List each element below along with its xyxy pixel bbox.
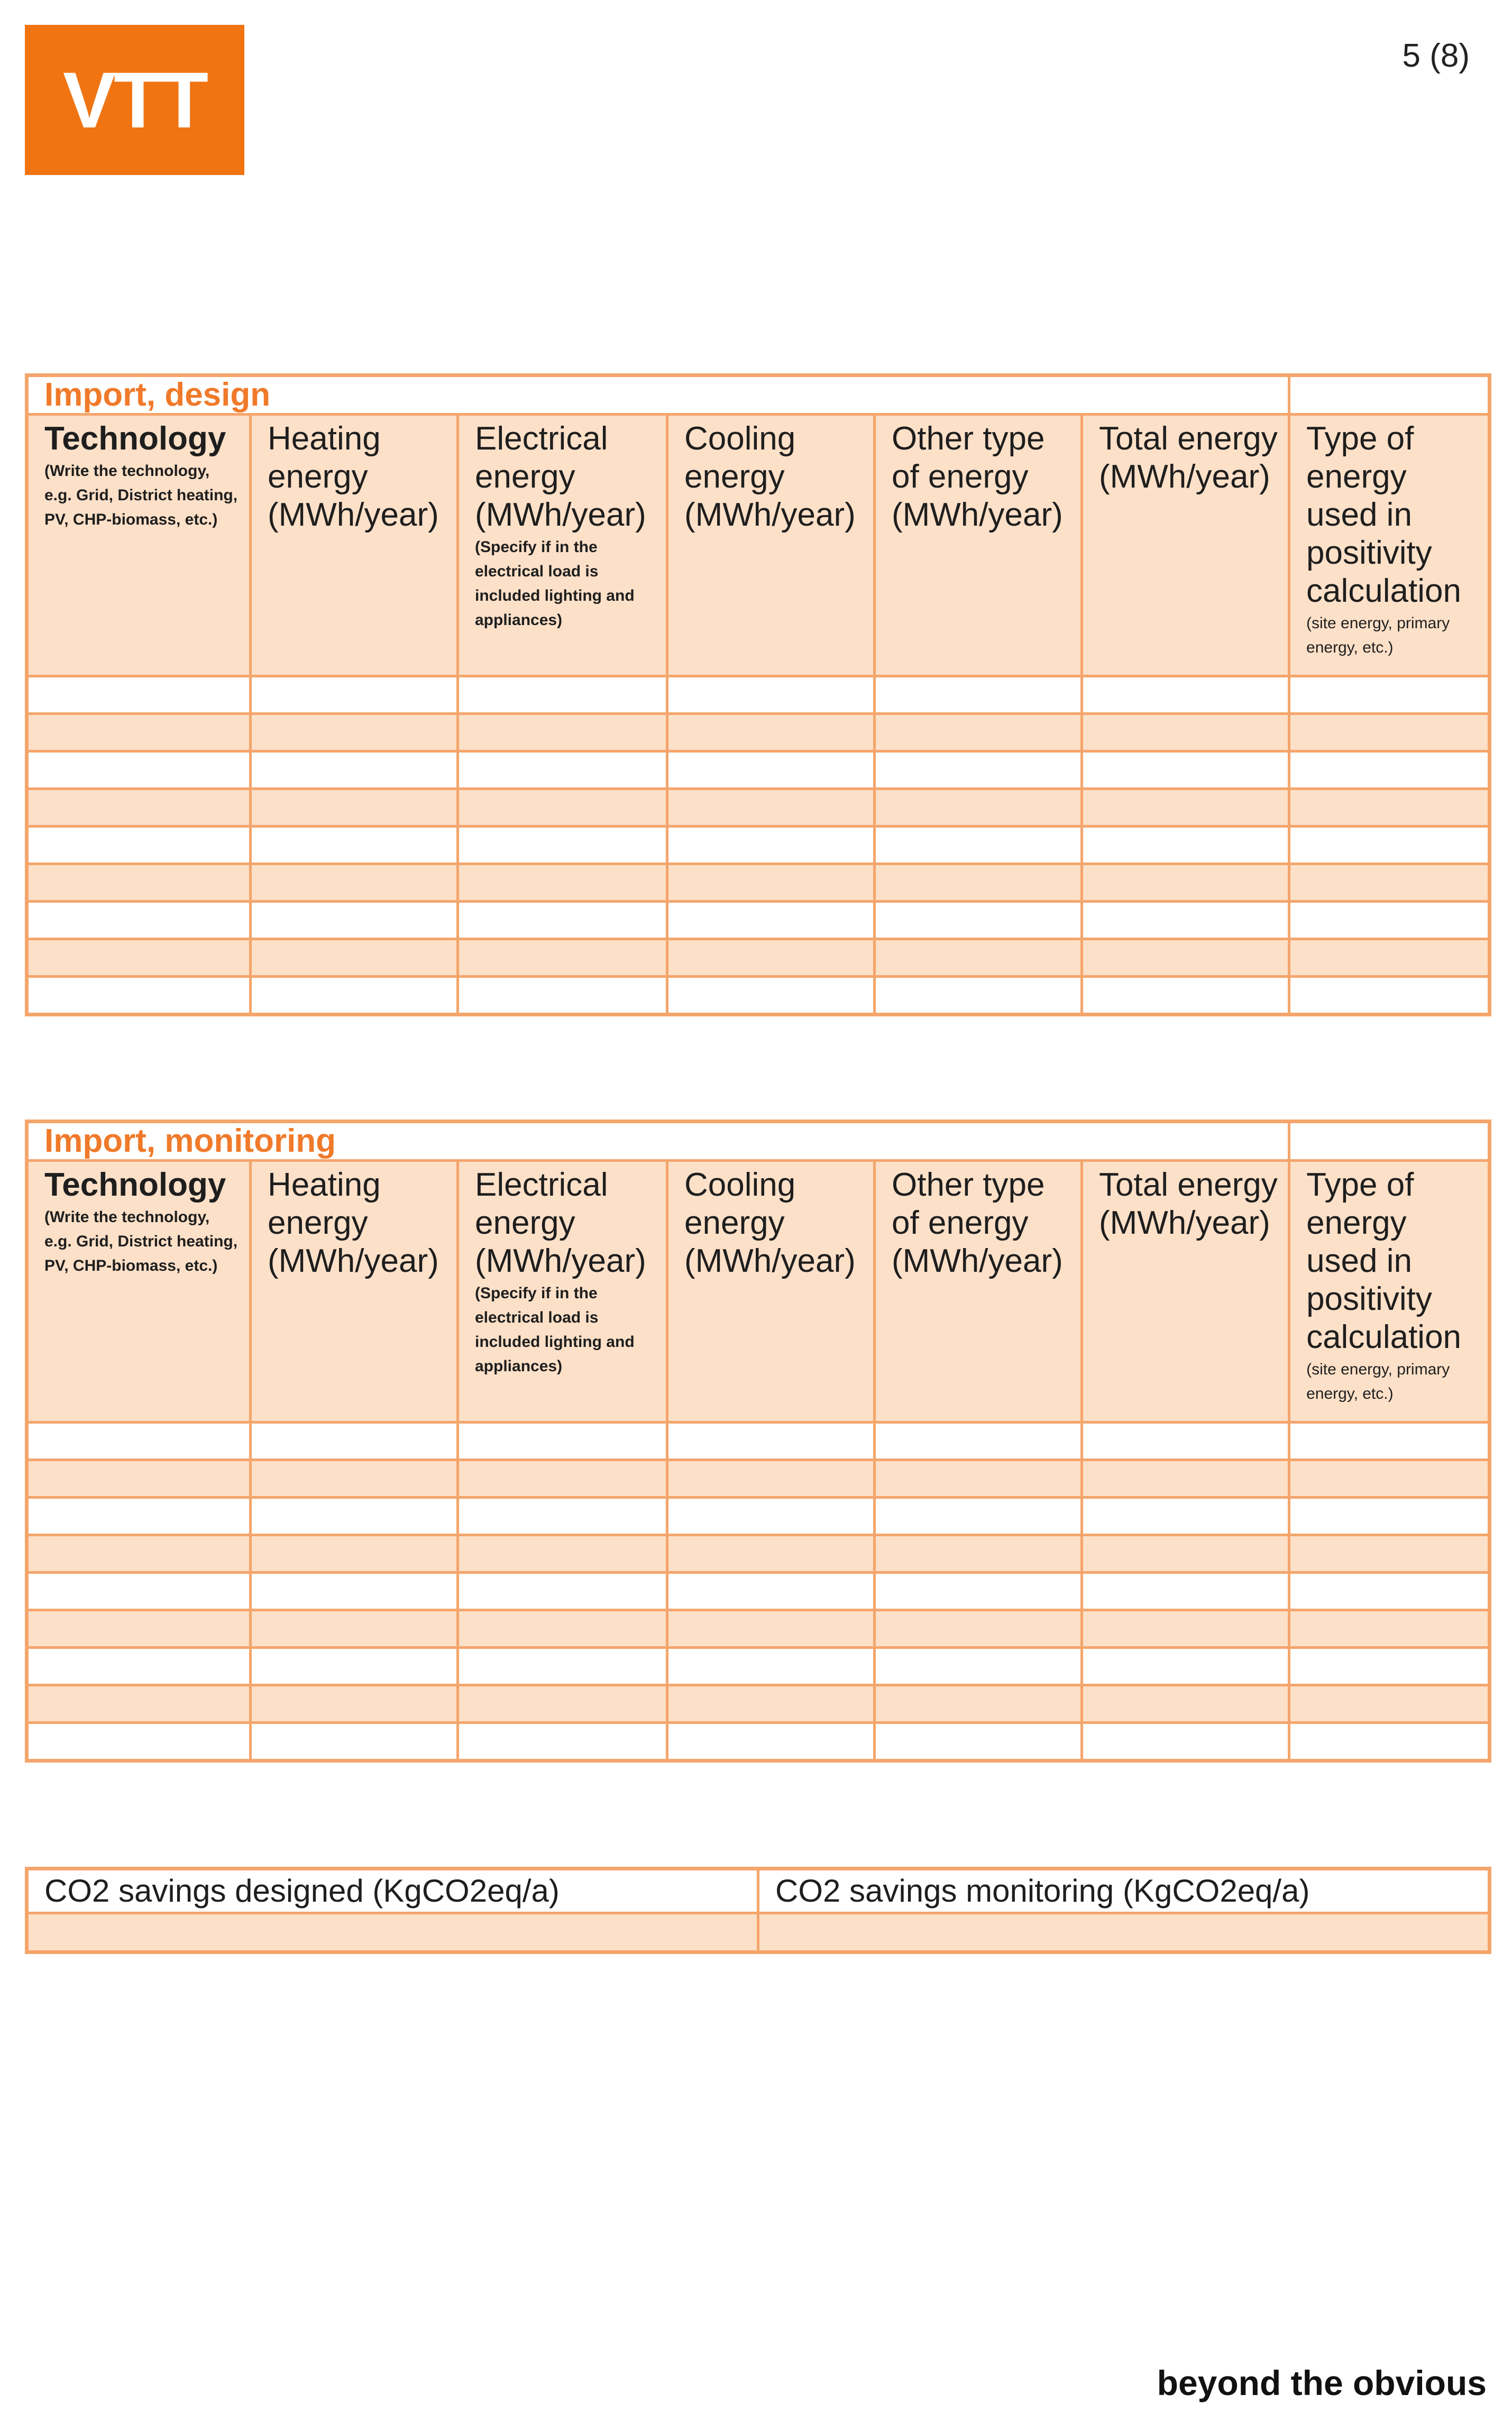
table-row bbox=[27, 1498, 1490, 1535]
header-technology bbox=[27, 1161, 251, 1423]
header-electrical-label: Electrical energy (MWh/year) bbox=[475, 1167, 646, 1279]
table-row bbox=[27, 676, 1490, 714]
table-cell[interactable] bbox=[27, 1423, 251, 1460]
table-cell[interactable] bbox=[875, 902, 1082, 939]
header-type-note: (site energy, primary energy, etc.) bbox=[1306, 614, 1450, 656]
co2-savings-table bbox=[25, 1867, 1491, 1954]
section-title-cell bbox=[27, 375, 1289, 415]
table-cell[interactable] bbox=[27, 864, 251, 902]
table-cell[interactable] bbox=[1082, 1423, 1289, 1460]
section-title: Import, monitoring bbox=[44, 1123, 336, 1159]
table-cell[interactable] bbox=[458, 939, 667, 977]
table-cell[interactable] bbox=[667, 1535, 875, 1573]
table-cell[interactable] bbox=[1289, 1423, 1490, 1460]
co2-monitoring-header bbox=[758, 1869, 1490, 1913]
table-cell[interactable] bbox=[667, 1648, 875, 1685]
table-cell[interactable] bbox=[875, 1460, 1082, 1498]
table-cell[interactable] bbox=[27, 1535, 251, 1573]
table-cell[interactable] bbox=[875, 1535, 1082, 1573]
table-cell[interactable] bbox=[458, 1648, 667, 1685]
table-cell[interactable] bbox=[1289, 789, 1490, 827]
table-cell[interactable] bbox=[875, 1573, 1082, 1610]
table-cell[interactable] bbox=[1289, 1535, 1490, 1573]
header-heating-label: Heating energy (MWh/year) bbox=[268, 1167, 439, 1279]
table-cell[interactable] bbox=[875, 1498, 1082, 1535]
table-row bbox=[27, 1573, 1490, 1610]
table-cell[interactable] bbox=[667, 789, 875, 827]
table-cell[interactable] bbox=[251, 1460, 458, 1498]
table-cell[interactable] bbox=[251, 1423, 458, 1460]
table-cell[interactable] bbox=[875, 827, 1082, 864]
table-cell[interactable] bbox=[667, 1685, 875, 1723]
table-cell[interactable] bbox=[27, 1648, 251, 1685]
table-cell[interactable] bbox=[667, 714, 875, 751]
table-cell[interactable] bbox=[1289, 1648, 1490, 1685]
section-title: Import, design bbox=[44, 377, 271, 413]
header-other-label: Other type of energy (MWh/year) bbox=[892, 420, 1063, 533]
table-row bbox=[27, 939, 1490, 977]
table-cell[interactable] bbox=[27, 1685, 251, 1723]
table-cell[interactable] bbox=[27, 1610, 251, 1648]
table-cell[interactable] bbox=[1289, 939, 1490, 977]
table-cell[interactable] bbox=[875, 977, 1082, 1015]
table-cell[interactable] bbox=[1289, 827, 1490, 864]
table-cell[interactable] bbox=[875, 939, 1082, 977]
table-cell[interactable] bbox=[667, 1610, 875, 1648]
table-cell[interactable] bbox=[458, 1535, 667, 1573]
table-cell[interactable] bbox=[27, 977, 251, 1015]
logo-text: VTT bbox=[62, 55, 207, 144]
header-electrical bbox=[458, 1161, 667, 1423]
header-row bbox=[27, 1161, 1490, 1423]
table-cell[interactable] bbox=[1289, 751, 1490, 789]
table-cell[interactable] bbox=[251, 1535, 458, 1573]
header-electrical bbox=[458, 415, 667, 676]
table-cell[interactable] bbox=[458, 1423, 667, 1460]
table-cell[interactable] bbox=[1082, 1723, 1289, 1761]
table-cell[interactable] bbox=[1082, 827, 1289, 864]
table-cell[interactable] bbox=[1289, 676, 1490, 714]
table-cell[interactable] bbox=[667, 939, 875, 977]
table-cell[interactable] bbox=[875, 789, 1082, 827]
table-cell[interactable] bbox=[458, 789, 667, 827]
table-cell[interactable] bbox=[1289, 977, 1490, 1015]
table-cell[interactable] bbox=[667, 751, 875, 789]
table-cell[interactable] bbox=[27, 1460, 251, 1498]
header-other-label: Other type of energy (MWh/year) bbox=[892, 1167, 1063, 1279]
table-cell[interactable] bbox=[1082, 1648, 1289, 1685]
table-cell[interactable] bbox=[458, 751, 667, 789]
table-cell[interactable] bbox=[27, 827, 251, 864]
header-technology-note: (Write the technology, e.g. Grid, District heating, PV, CHP-biomass, etc.) bbox=[44, 1208, 238, 1274]
table-cell[interactable] bbox=[458, 902, 667, 939]
table-cell[interactable] bbox=[667, 1460, 875, 1498]
table-cell[interactable] bbox=[251, 939, 458, 977]
table-row bbox=[27, 1423, 1490, 1460]
table-cell[interactable] bbox=[875, 676, 1082, 714]
table-cell[interactable] bbox=[251, 714, 458, 751]
table-cell[interactable] bbox=[875, 864, 1082, 902]
table-cell[interactable] bbox=[27, 1723, 251, 1761]
header-total bbox=[1082, 1161, 1289, 1423]
table-cell[interactable] bbox=[458, 1610, 667, 1648]
table-cell[interactable] bbox=[27, 789, 251, 827]
co2-designed-input[interactable] bbox=[27, 1913, 758, 1952]
table-cell[interactable] bbox=[251, 1573, 458, 1610]
header-type bbox=[1289, 1161, 1490, 1423]
table-cell[interactable] bbox=[667, 902, 875, 939]
table-cell[interactable] bbox=[667, 977, 875, 1015]
vtt-logo bbox=[25, 25, 244, 175]
table-row bbox=[27, 751, 1490, 789]
table-cell[interactable] bbox=[27, 1498, 251, 1535]
table-cell[interactable] bbox=[1289, 1685, 1490, 1723]
table-cell[interactable] bbox=[1289, 902, 1490, 939]
table-cell[interactable] bbox=[1082, 939, 1289, 977]
section-title-cell bbox=[27, 1122, 1289, 1161]
table-cell[interactable] bbox=[27, 714, 251, 751]
header-cooling-label: Cooling energy (MWh/year) bbox=[684, 1167, 856, 1279]
table-cell[interactable] bbox=[251, 1610, 458, 1648]
header-total-label: Total energy (MWh/year) bbox=[1099, 420, 1278, 495]
table-cell[interactable] bbox=[27, 939, 251, 977]
table-cell[interactable] bbox=[1289, 714, 1490, 751]
table-cell[interactable] bbox=[458, 714, 667, 751]
table-row bbox=[27, 1610, 1490, 1648]
table-cell[interactable] bbox=[667, 1423, 875, 1460]
table-cell[interactable] bbox=[27, 751, 251, 789]
table-cell[interactable] bbox=[251, 1648, 458, 1685]
import-design-table bbox=[25, 373, 1491, 1016]
table-cell[interactable] bbox=[875, 751, 1082, 789]
table-cell[interactable] bbox=[458, 1685, 667, 1723]
table-cell[interactable] bbox=[251, 751, 458, 789]
header-electrical-note: (Specify if in the electrical load is included lighting and appliances) bbox=[475, 1285, 635, 1375]
header-cooling bbox=[667, 415, 875, 676]
table-cell[interactable] bbox=[1082, 1535, 1289, 1573]
table-cell[interactable] bbox=[1082, 751, 1289, 789]
table-cell[interactable] bbox=[1082, 902, 1289, 939]
table-cell[interactable] bbox=[251, 1498, 458, 1535]
table-cell[interactable] bbox=[667, 864, 875, 902]
header-type bbox=[1289, 415, 1490, 676]
table-cell[interactable] bbox=[458, 1573, 667, 1610]
table-cell[interactable] bbox=[27, 676, 251, 714]
header-type-note: (site energy, primary energy, etc.) bbox=[1306, 1361, 1450, 1402]
header-technology-label: Technology bbox=[44, 420, 226, 457]
table-cell[interactable] bbox=[251, 902, 458, 939]
table-cell[interactable] bbox=[667, 1723, 875, 1761]
table-cell[interactable] bbox=[667, 1498, 875, 1535]
table-cell[interactable] bbox=[1082, 676, 1289, 714]
table-cell[interactable] bbox=[875, 714, 1082, 751]
header-technology-label: Technology bbox=[44, 1167, 226, 1203]
header-type-label: Type of energy used in positivity calculation bbox=[1306, 1167, 1462, 1355]
monitoring-rows bbox=[27, 1423, 1490, 1761]
header-total-label: Total energy (MWh/year) bbox=[1099, 1167, 1278, 1241]
empty-cell bbox=[1289, 1122, 1490, 1161]
header-electrical-label: Electrical energy (MWh/year) bbox=[475, 420, 646, 533]
header-heating bbox=[251, 1161, 458, 1423]
table-row bbox=[27, 827, 1490, 864]
table-row bbox=[27, 902, 1490, 939]
table-cell[interactable] bbox=[1082, 1573, 1289, 1610]
table-cell[interactable] bbox=[251, 1723, 458, 1761]
header-other bbox=[875, 415, 1082, 676]
import-monitoring-table bbox=[25, 1120, 1491, 1763]
design-rows bbox=[27, 676, 1490, 1015]
co2-designed-label: CO2 savings designed (KgCO2eq/a) bbox=[44, 1873, 560, 1909]
header-cooling bbox=[667, 1161, 875, 1423]
header-cooling-label: Cooling energy (MWh/year) bbox=[684, 420, 856, 533]
table-cell[interactable] bbox=[1289, 1498, 1490, 1535]
table-row bbox=[27, 714, 1490, 751]
table-cell[interactable] bbox=[667, 676, 875, 714]
table-row bbox=[27, 1685, 1490, 1723]
table-cell[interactable] bbox=[1289, 1723, 1490, 1761]
table-cell[interactable] bbox=[251, 676, 458, 714]
table-cell[interactable] bbox=[251, 977, 458, 1015]
header-technology-note: (Write the technology, e.g. Grid, District heating, PV, CHP-biomass, etc.) bbox=[44, 462, 238, 528]
table-cell[interactable] bbox=[458, 1498, 667, 1535]
table-cell[interactable] bbox=[667, 827, 875, 864]
table-cell[interactable] bbox=[458, 1723, 667, 1761]
table-cell[interactable] bbox=[875, 1610, 1082, 1648]
table-cell[interactable] bbox=[458, 1460, 667, 1498]
footer-tagline: beyond the obvious bbox=[1157, 2363, 1487, 2402]
table-cell[interactable] bbox=[251, 1685, 458, 1723]
table-row bbox=[27, 1460, 1490, 1498]
table-cell[interactable] bbox=[1082, 1460, 1289, 1498]
table-cell[interactable] bbox=[458, 676, 667, 714]
table-row bbox=[27, 1648, 1490, 1685]
table-cell[interactable] bbox=[1082, 977, 1289, 1015]
empty-cell bbox=[1289, 375, 1490, 415]
table-cell[interactable] bbox=[875, 1648, 1082, 1685]
co2-designed-header bbox=[27, 1869, 758, 1913]
table-cell[interactable] bbox=[1082, 1610, 1289, 1648]
table-cell[interactable] bbox=[251, 789, 458, 827]
table-cell[interactable] bbox=[458, 864, 667, 902]
table-cell[interactable] bbox=[1082, 1685, 1289, 1723]
table-cell[interactable] bbox=[1082, 714, 1289, 751]
table-row bbox=[27, 789, 1490, 827]
table-row bbox=[27, 1535, 1490, 1573]
table-cell[interactable] bbox=[27, 1573, 251, 1610]
header-type-label: Type of energy used in positivity calculation bbox=[1306, 420, 1461, 609]
header-total bbox=[1082, 415, 1289, 676]
table-cell[interactable] bbox=[251, 864, 458, 902]
table-cell[interactable] bbox=[875, 1723, 1082, 1761]
header-row bbox=[27, 415, 1490, 676]
table-row bbox=[27, 864, 1490, 902]
table-row bbox=[27, 1723, 1490, 1761]
co2-monitoring-label: CO2 savings monitoring (KgCO2eq/a) bbox=[775, 1873, 1310, 1909]
table-row bbox=[27, 977, 1490, 1015]
header-heating-label: Heating energy (MWh/year) bbox=[268, 420, 439, 533]
header-other bbox=[875, 1161, 1082, 1423]
table-cell[interactable] bbox=[667, 1573, 875, 1610]
table-cell[interactable] bbox=[1289, 1460, 1490, 1498]
table-cell[interactable] bbox=[875, 1685, 1082, 1723]
table-cell[interactable] bbox=[1082, 1498, 1289, 1535]
co2-monitoring-input[interactable] bbox=[758, 1913, 1490, 1952]
table-cell[interactable] bbox=[875, 1423, 1082, 1460]
table-cell[interactable] bbox=[27, 902, 251, 939]
table-cell[interactable] bbox=[1289, 1610, 1490, 1648]
table-cell[interactable] bbox=[458, 827, 667, 864]
table-cell[interactable] bbox=[1289, 1573, 1490, 1610]
header-technology bbox=[27, 415, 251, 676]
table-cell[interactable] bbox=[1082, 789, 1289, 827]
header-heating bbox=[251, 415, 458, 676]
table-cell[interactable] bbox=[458, 977, 667, 1015]
table-cell[interactable] bbox=[1289, 864, 1490, 902]
table-cell[interactable] bbox=[1082, 864, 1289, 902]
table-cell[interactable] bbox=[251, 827, 458, 864]
page-number: 5 (8) bbox=[1402, 38, 1470, 74]
header-electrical-note: (Specify if in the electrical load is included lighting and appliances) bbox=[475, 538, 635, 629]
